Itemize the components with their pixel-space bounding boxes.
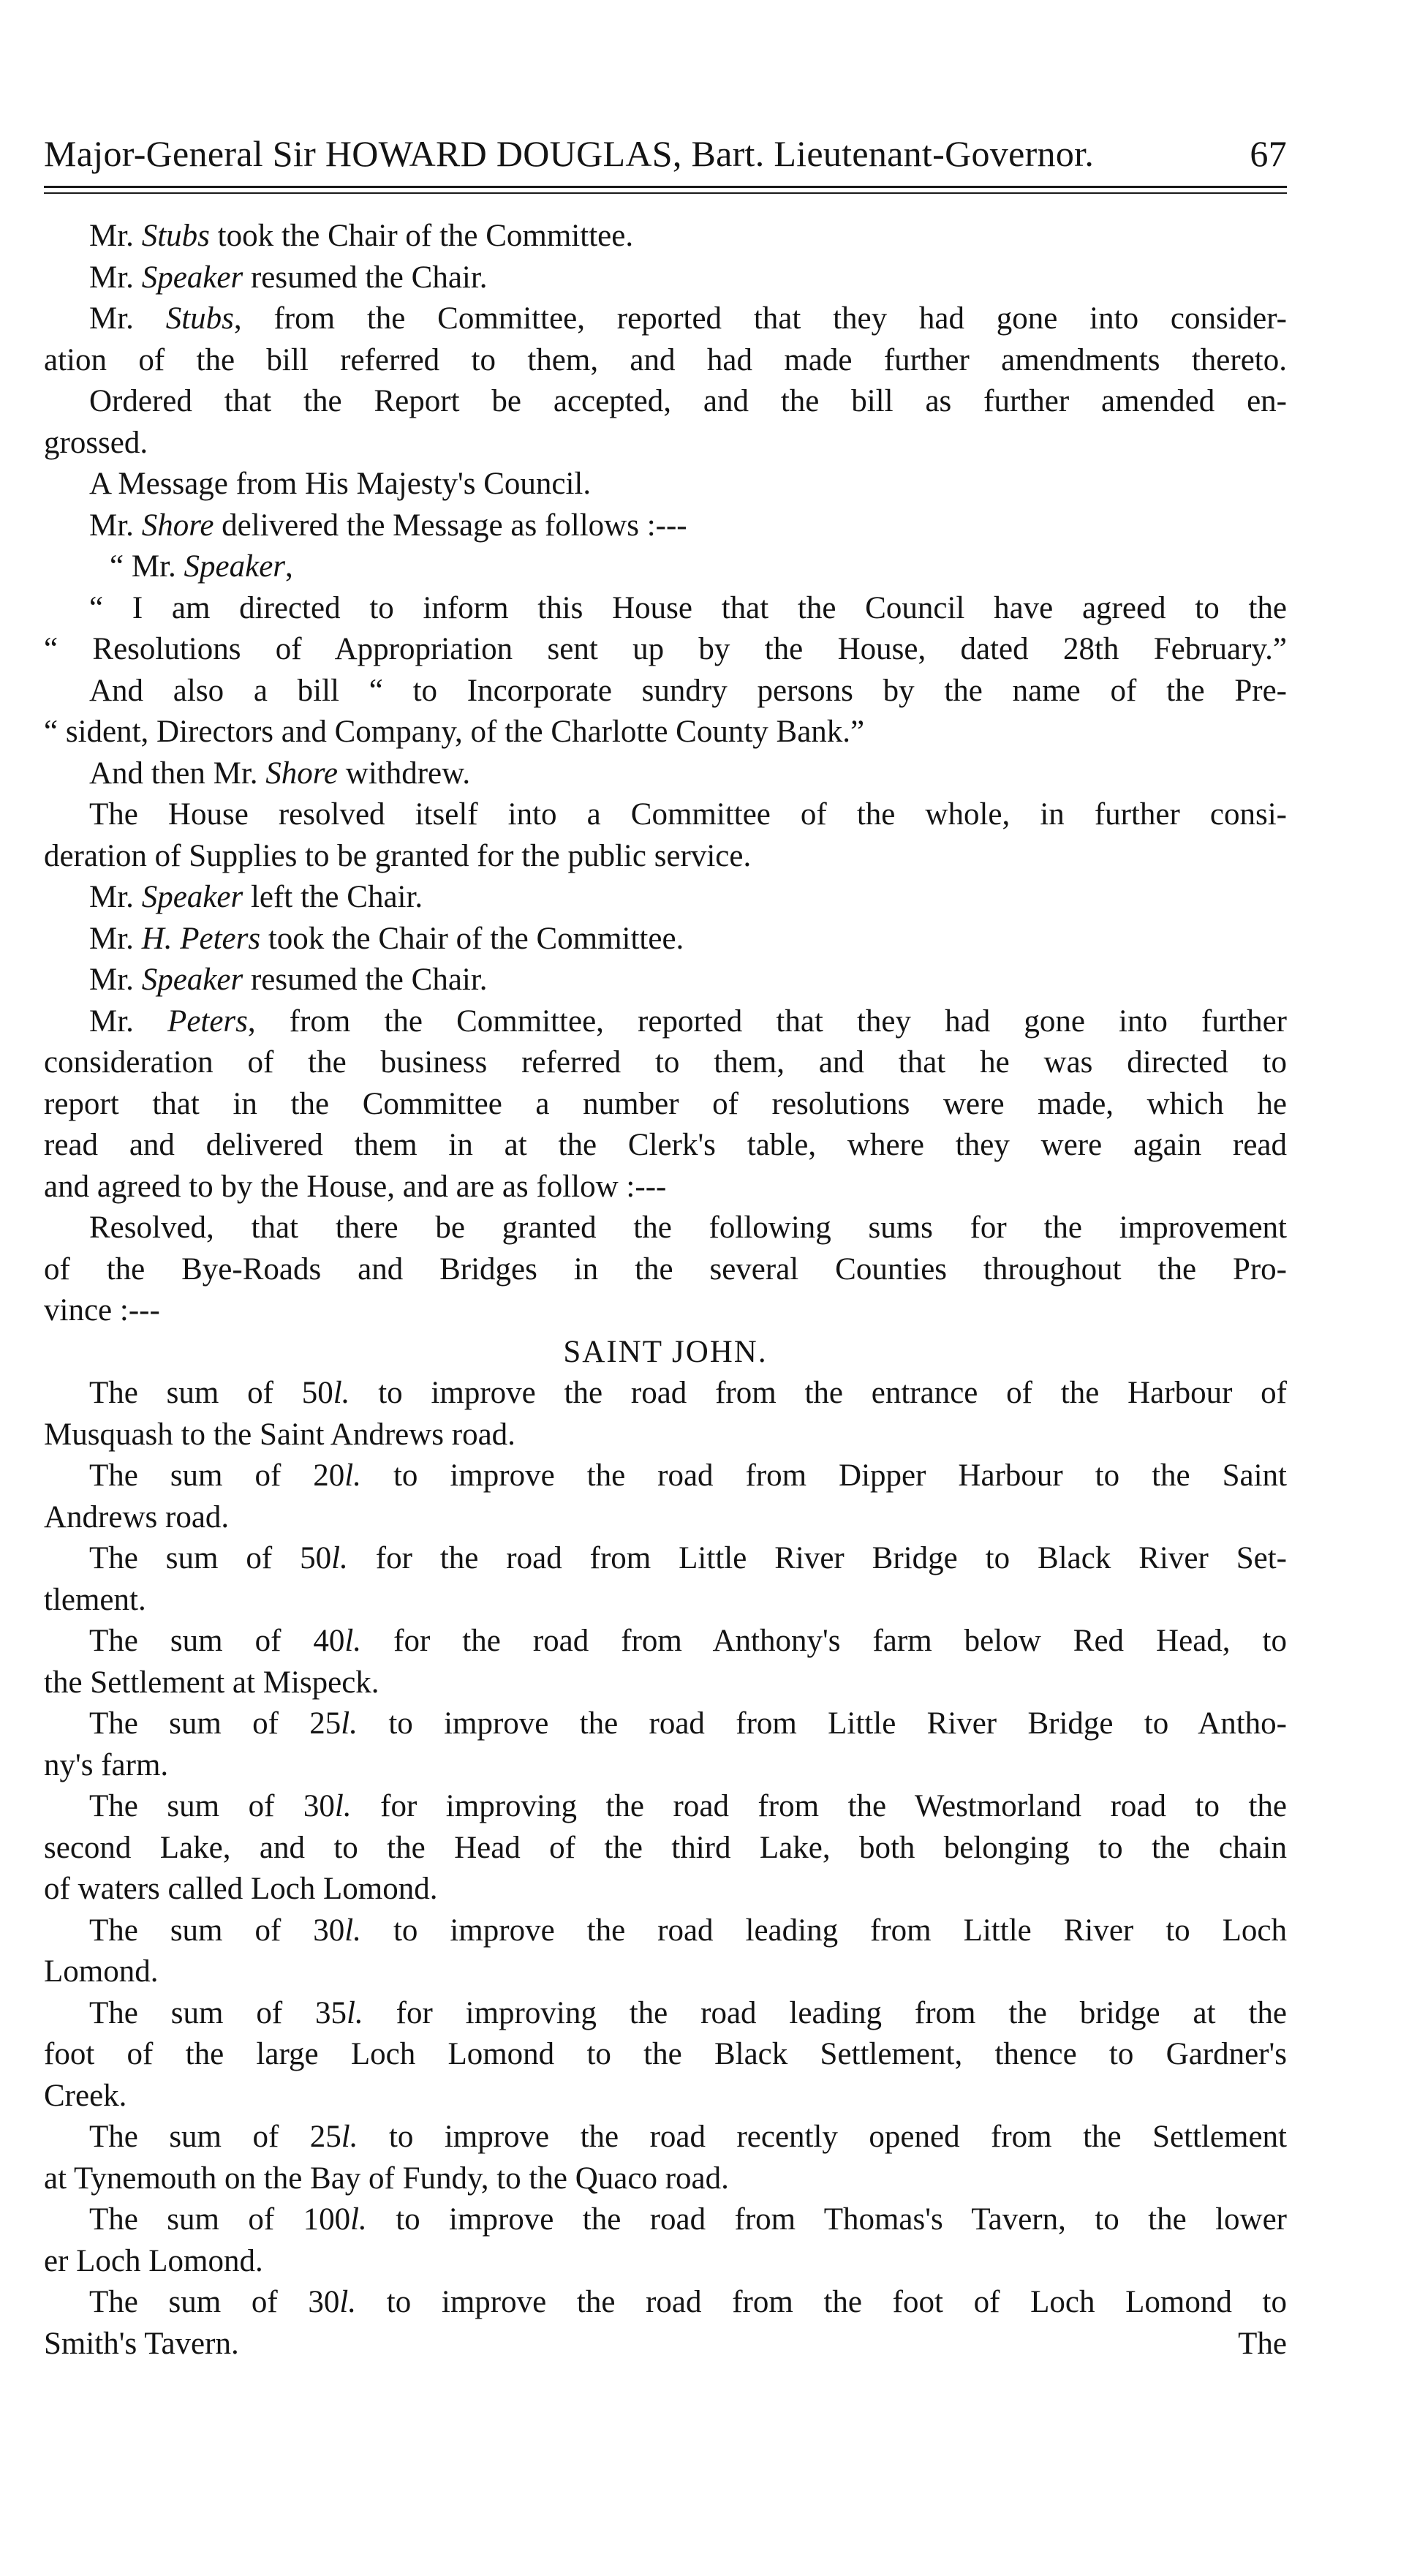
text-line: The sum of 50l. for the road from Little River Bridge to Black River Set- [89,1541,1287,1575]
book-page [44,132,1287,2365]
text-line: The sum of 30l. for improving the road from the Westmorland road to the [89,1789,1287,1823]
text-line: vince :--- [44,1293,160,1327]
text-line: The sum of 100l. to improve the road from Thomas's Tavern, to the lower [89,2202,1287,2237]
text-line: Mr. Shore delivered the Message as follows :--- [89,508,687,543]
text-line: The sum of 20l. to improve the road from Dipper Harbour to the Saint [89,1458,1287,1493]
text-line: Musquash to the Saint Andrews road. [44,1417,515,1452]
text-line: “ Mr. Speaker, [110,549,293,584]
text-line: second Lake, and to the Head of the third Lake, both belonging to the chain [44,1830,1287,1865]
text-line: ny's farm. [44,1747,169,1782]
body-text [44,216,1287,2365]
text-line: The sum of 30l. to improve the road from the foot of Loch Lomond to [89,2285,1287,2319]
text-line: Creek. [44,2078,127,2113]
text-line-content: Smith's Tavern. [44,2326,239,2361]
text-line: And then Mr. Shore withdrew. [89,756,471,791]
running-head [44,132,1287,176]
text-line: And also a bill “ to Incorporate sundry persons by the name of the Pre- [89,673,1287,708]
text-line: deration of Supplies to be granted for the public service. [44,838,752,873]
text-line: read and delivered them in at the Clerk's table, where they were again read [44,1128,1287,1162]
text-line: Resolved, that there be granted the following sums for the improvement [89,1210,1287,1245]
text-line: Mr. Speaker left the Chair. [89,880,423,914]
text-line: Ordered that the Report be accepted, and the bill as further amended en- [89,384,1287,418]
text-line: grossed. [44,425,148,460]
text-line: “ I am directed to inform this House that the Council have agreed to the [89,590,1287,625]
text-line: “ sident, Directors and Company, of the Charlotte County Bank.” [44,715,865,749]
text-line [44,2324,1287,2365]
catchword: The [1238,2326,1287,2361]
text-line: of waters called Loch Lomond. [44,1872,438,1906]
text-line: at Tynemouth on the Bay of Fundy, to the Quaco road. [44,2161,729,2196]
text-line: The sum of 25l. to improve the road recently opened from the Settlement [89,2120,1287,2154]
text-line: and agreed to by the House, and are as follow :--- [44,1169,667,1204]
text-line: of the Bye-Roads and Bridges in the several Counties throughout the Pro- [44,1251,1287,1287]
text-line: Lomond. [44,1954,159,1989]
section-heading: SAINT JOHN. [563,1334,768,1369]
text-line: Mr. Stubs, from the Committee, reported that they had gone into consider- [89,301,1287,336]
text-line: The House resolved itself into a Committee of the whole, in further consi- [89,797,1287,832]
text-line: the Settlement at Mispeck. [44,1665,379,1700]
text-line: The sum of 25l. to improve the road from Little River Bridge to Antho- [89,1706,1287,1741]
text-line: The sum of 40l. for the road from Anthony's farm below Red Head, to [89,1624,1287,1658]
text-line: ation of the bill referred to them, and had made further amendments thereto. [44,342,1287,377]
text-line: A Message from His Majesty's Council. [89,467,592,501]
text-line: Mr. Speaker resumed the Chair. [89,963,488,997]
text-line: Mr. Peters, from the Committee, reported that they had gone into further [89,1003,1287,1039]
header-rule [44,186,1287,194]
text-line: foot of the large Loch Lomond to the Black Settlement, thence to Gardner's [44,2037,1287,2071]
text-line: er Loch Lomond. [44,2243,263,2278]
text-line: Mr. Stubs took the Chair of the Committee. [89,219,634,253]
text-line: Mr. Speaker resumed the Chair. [89,260,488,295]
text-line: tlement. [44,1582,146,1617]
page-number: 67 [1250,133,1287,174]
text-line: “ Resolutions of Appropriation sent up by the House, dated 28th February.” [44,632,1287,666]
running-title: Major-General Sir HOWARD DOUGLAS, Bart. Lieutenant-Governor. [44,133,1095,174]
text-line: The sum of 30l. to improve the road leading from Little River to Loch [89,1913,1287,1948]
text-line: Mr. H. Peters took the Chair of the Committee. [89,921,684,956]
text-line: consideration of the business referred to them, and that he was directed to [44,1045,1287,1080]
text-line: The sum of 35l. for improving the road leading from the bridge at the [89,1995,1287,2030]
text-line: The sum of 50l. to improve the road from the entrance of the Harbour of [89,1376,1287,1410]
text-line: report that in the Committee a number of resolutions were made, which he [44,1086,1287,1121]
text-line: Andrews road. [44,1499,230,1534]
